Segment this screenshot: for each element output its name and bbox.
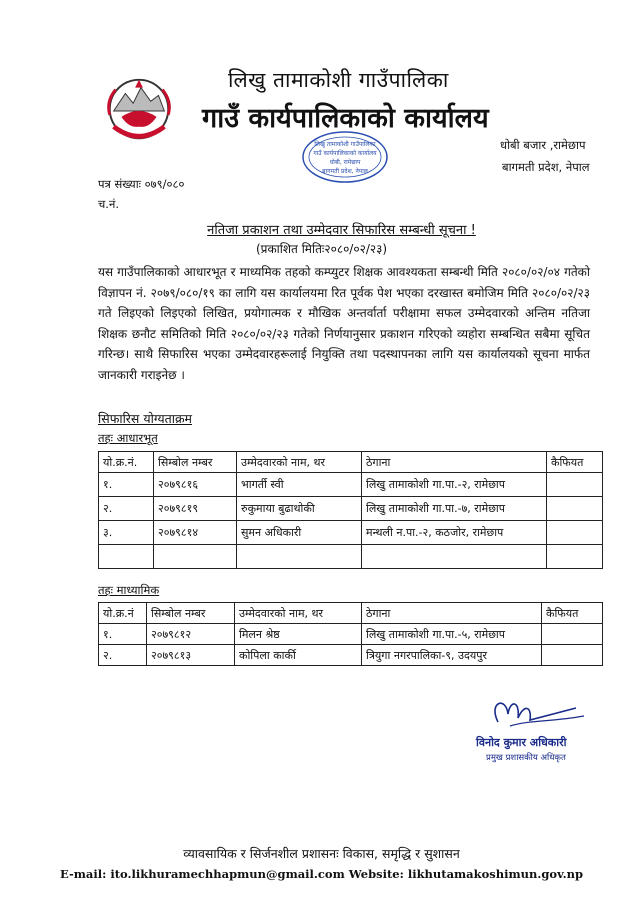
office-stamp [300, 130, 390, 185]
level-label-basic: तहः आधारभूत [98, 431, 158, 445]
cell-serial: १. [99, 473, 154, 497]
dispatch-number: च.नं. [98, 197, 119, 211]
cell-remarks [547, 545, 603, 569]
col-header-address: ठेगाना [362, 452, 547, 473]
table-row [99, 497, 603, 521]
notice-subject-text: नतिजा प्रकाशन तथा उम्मेदवार सिफारिस सम्बन्धी सूचना ! [207, 223, 476, 238]
stamp-text-3: धोबी, रामेछाप [329, 159, 361, 166]
municipality-name: लिखु तामाकोशी गाउँपालिका [228, 68, 449, 92]
col-header-serial: यो.क्र.नं [99, 603, 147, 624]
col-header-symbol: सिम्बोल नम्बर [154, 452, 237, 473]
letter-number: पत्र संख्याः ०७९/०८० [98, 177, 185, 191]
cell-remarks [547, 521, 603, 545]
cell-symbol: २०७९८१३ [147, 645, 235, 666]
table-row [99, 545, 603, 569]
cell-name: भागर्ती स्वी [237, 473, 362, 497]
table-header-row [99, 452, 603, 473]
cell-symbol [154, 545, 237, 569]
cell-serial: ३. [99, 521, 154, 545]
table-row [99, 473, 603, 497]
col-header-serial: यो.क्र.नं. [99, 452, 154, 473]
cell-serial: १. [99, 624, 147, 645]
address-line-2: बागमती प्रदेश, नेपाल [502, 160, 590, 174]
col-header-name: उम्मेदवारको नाम, थर [237, 452, 362, 473]
signatory-title: प्रमुख प्रशासकीय अधिकृत [486, 753, 566, 763]
cell-symbol: २०७९८१६ [154, 473, 237, 497]
cell-address: मन्थली न.पा.-२, कठजोर, रामेछाप [362, 521, 547, 545]
table-row [99, 521, 603, 545]
secondary-level-table [98, 602, 603, 666]
col-header-address: ठेगाना [362, 603, 542, 624]
footer-contact: E-mail: ito.likhuramechhapmun@gmail.com Website: likhutamakoshimun.gov.np [59, 867, 584, 881]
cell-symbol: २०७९८१९ [154, 497, 237, 521]
cell-serial: २. [99, 497, 154, 521]
stamp-text-2: गाउँ कार्यपालिकाको कार्यालय [313, 150, 377, 157]
signatory-name: विनोद कुमार अधिकारी [476, 736, 567, 749]
table-row [99, 645, 603, 666]
footer-motto: व्यावसायिक र सिर्जनशील प्रशासनः विकास, समृद्धि र सुशासन [183, 846, 460, 861]
signature-scribble [480, 692, 590, 734]
level-label-secondary: तहः माध्यामिक [98, 583, 160, 597]
cell-address: लिखु तामाकोशी गा.पा.-७, रामेछाप [362, 497, 547, 521]
recommendation-heading: सिफारिस योग्यताक्रम [98, 411, 193, 426]
stamp-text-1: लिखु तामाकोशी गाउँपालिका [314, 141, 376, 148]
cell-symbol: २०७९८१२ [147, 624, 235, 645]
address-line-1: धोबी बजार ,रामेछाप [500, 138, 586, 152]
col-header-name: उम्मेदवारको नाम, थर [235, 603, 362, 624]
cell-name [237, 545, 362, 569]
notice-subject [0, 220, 643, 238]
table-row [99, 624, 603, 645]
cell-serial [99, 545, 154, 569]
cell-address: लिखु तामाकोशी गा.पा.-५, रामेछाप [362, 624, 542, 645]
office-name: गाउँ कार्यपालिकाको कार्यालय [202, 103, 489, 134]
cell-name: रुकुमाया बुढाथोकी [237, 497, 362, 521]
stamp-text-4: बागमती प्रदेश, नेपाल [322, 168, 368, 175]
col-header-remarks: कैफियत [547, 452, 603, 473]
cell-symbol: २०७९८१४ [154, 521, 237, 545]
cell-remarks [547, 473, 603, 497]
cell-serial: २. [99, 645, 147, 666]
cell-address [362, 545, 547, 569]
table-header-row [99, 603, 603, 624]
published-date: (प्रकाशित मितिः२०८०/०२/२३) [255, 242, 388, 256]
cell-remarks [547, 497, 603, 521]
col-header-remarks: कैफियत [542, 603, 603, 624]
cell-address: त्रियुगा नगरपालिका-९, उदयपुर [362, 645, 542, 666]
nepal-emblem-logo [100, 72, 178, 150]
col-header-symbol: सिम्बोल नम्बर [147, 603, 235, 624]
cell-name: मिलन श्रेष्ठ [235, 624, 362, 645]
cell-name: सुमन अधिकारी [237, 521, 362, 545]
cell-address: लिखु तामाकोशी गा.पा.-२, रामेछाप [362, 473, 547, 497]
cell-remarks [542, 624, 603, 645]
cell-remarks [542, 645, 603, 666]
basic-level-table [98, 451, 603, 569]
cell-name: कोपिला कार्की [235, 645, 362, 666]
notice-body: यस गाउँपालिकाको आधारभूत र माध्यमिक तहको कम्प्युटर शिक्षक आवश्यकता सम्बन्धी मिति २०८०/०२/०४ गतेको विज्ञापन नं. २०७९/०८०/१९ का लागि यस कार्यालयमा रित पूर्वक पेश भएका दरखास्त बमोजिम मिति २०८०/०२/२३ गते लिइएको लिइएको लिखित, प्रयोगात्मक र मौखिक अन्तर्वार्ता परीक्षामा सफल उम्मेदवारको अन्तिम नतिजा शिक्षक छनौट समितिको मिति २०८०/०२/२३ गतेको निर्णयानुसार प्रकाशन गरिएको व्यहोरा सम्बन्धित सबैमा सूचित गरिन्छ। साथै सिफारिस भएका उम्मेदवारहरूलाई नियुक्ति तथा पदस्थापनका लागि यस कार्यालयको सूचना मार्फत जानकारी गराइनेछ । [98, 265, 590, 382]
